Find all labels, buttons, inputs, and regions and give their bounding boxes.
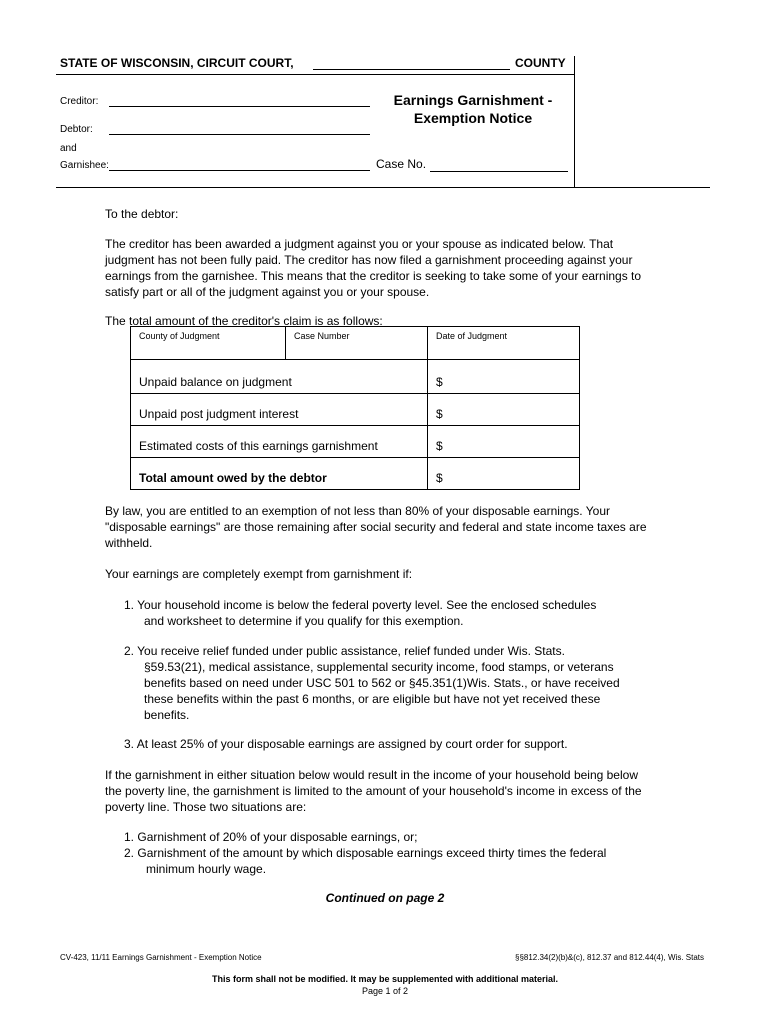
table-row [131, 360, 580, 394]
county-field[interactable] [313, 69, 510, 70]
item-number: 2. [124, 846, 135, 860]
item-text: Garnishment of the amount by which disposable earnings exceed thirty times the federal [137, 846, 607, 860]
item-text-rest: and worksheet to determine if you qualify for this exemption. [144, 614, 464, 628]
row-label: Unpaid balance on judgment [139, 375, 292, 389]
item-text: Garnishment of 20% of your disposable earnings, or; [137, 830, 418, 844]
and-label: and [60, 143, 77, 154]
header-bottom-rule [56, 187, 710, 188]
row-amount-cell[interactable] [428, 360, 580, 394]
salutation: To the debtor: [105, 207, 179, 221]
case-no-field[interactable] [430, 171, 568, 172]
claim-table [130, 326, 580, 490]
exemption-paragraph: By law, you are entitled to an exemption of not less than 80% of your disposable earnings. Your "disposable earnings" are those remaining after social security and federal and state income taxes are withheld. [105, 504, 647, 550]
creditor-label: Creditor: [60, 96, 99, 107]
garnishee-label: Garnishee: [60, 160, 109, 171]
row-amount: $ [436, 407, 443, 421]
row-amount: $ [436, 375, 443, 389]
court-prefix: STATE OF WISCONSIN, CIRCUIT COURT, [60, 56, 294, 70]
form-title-line1: Earnings Garnishment - [393, 92, 553, 108]
row-label-cell [131, 426, 428, 458]
item-number: 2. [124, 644, 135, 658]
row-label-cell [131, 360, 428, 394]
poverty-paragraph: If the garnishment in either situation below would result in the income of your household being below the poverty line, the garnishment is limited to the amount of your household's income in excess of the poverty line. Those two situations are: [105, 768, 642, 814]
footer-page: Page 1 of 2 [361, 986, 409, 996]
row-label-cell [131, 394, 428, 426]
col-case-label: Case Number [294, 331, 350, 341]
item-text: At least 25% of your disposable earnings are assigned by court order for support. [136, 737, 568, 751]
continued-note: Continued on page 2 [325, 891, 445, 905]
claim-intro: The total amount of the creditor's claim is as follows: [105, 314, 383, 328]
form-title [376, 91, 570, 127]
form-title-line2: Exemption Notice [413, 110, 533, 126]
exempt-item [124, 736, 644, 752]
row-label: Estimated costs of this earnings garnishment [139, 439, 378, 453]
table-row [131, 426, 580, 458]
intro-paragraph: The creditor has been awarded a judgment against you or your spouse as indicated below. That judgment has not been fully paid. The creditor has now filed a garnishment proceeding against your earnings from the garnishee. This means that the creditor is seeking to take some of your earnings to satisfy part or all of the judgment against you or your spouse. [105, 237, 642, 299]
date-of-judgment-cell[interactable] [428, 327, 580, 360]
case-no-label: Case No. [376, 157, 427, 171]
table-row [131, 394, 580, 426]
header-vertical-rule [574, 56, 575, 188]
row-label-cell [131, 458, 428, 490]
garnishee-field[interactable] [109, 170, 370, 171]
col-date-label: Date of Judgment [436, 331, 508, 341]
header-top-rule [56, 74, 574, 75]
item-number: 1. [124, 598, 135, 612]
table-row-total [131, 458, 580, 490]
row-amount-cell[interactable] [428, 394, 580, 426]
footer-statutes: §§812.34(2)(b)&(c), 812.37 and 812.44(4), Wis. Stats [515, 953, 704, 962]
row-amount: $ [436, 439, 443, 453]
row-amount-cell[interactable] [428, 458, 580, 490]
court-heading [60, 56, 294, 70]
item-text-rest: §59.53(21), medical assistance, supplemental security income, food stamps, or veterans benefits based on need under USC 501 to 562 or §45.351(1)Wis. Stats., or have received these benefits within the past 6 months, or are eligible but have not yet received these benefits. [144, 660, 620, 722]
debtor-label: Debtor: [60, 124, 93, 135]
county-of-judgment-cell[interactable] [131, 327, 286, 360]
claim-table-header [131, 327, 580, 360]
footer-form-id: CV-423, 11/11 Earnings Garnishment - Exemption Notice [60, 953, 262, 962]
county-label: COUNTY [515, 56, 566, 70]
exempt-intro: Your earnings are completely exempt from garnishment if: [105, 567, 413, 581]
footer-notice: This form shall not be modified. It may be supplemented with additional material. [211, 974, 559, 984]
row-label: Total amount owed by the debtor [139, 471, 327, 485]
exempt-item [124, 597, 644, 629]
item-text: You receive relief funded under public assistance, relief funded under Wis. Stats. [137, 644, 565, 658]
row-amount-cell[interactable] [428, 426, 580, 458]
case-number-cell[interactable] [286, 327, 428, 360]
debtor-field[interactable] [109, 134, 370, 135]
item-number: 1. [124, 830, 135, 844]
item-number: 3. [124, 737, 135, 751]
creditor-field[interactable] [109, 106, 370, 107]
exempt-item [124, 643, 644, 723]
item-text: Your household income is below the federal poverty level. See the enclosed schedules [137, 598, 597, 612]
col-county-label: County of Judgment [139, 331, 220, 341]
limit-item [124, 829, 664, 845]
item-text-rest: minimum hourly wage. [146, 862, 267, 876]
row-label: Unpaid post judgment interest [139, 407, 299, 421]
row-amount: $ [436, 471, 443, 485]
limit-item [124, 845, 664, 877]
